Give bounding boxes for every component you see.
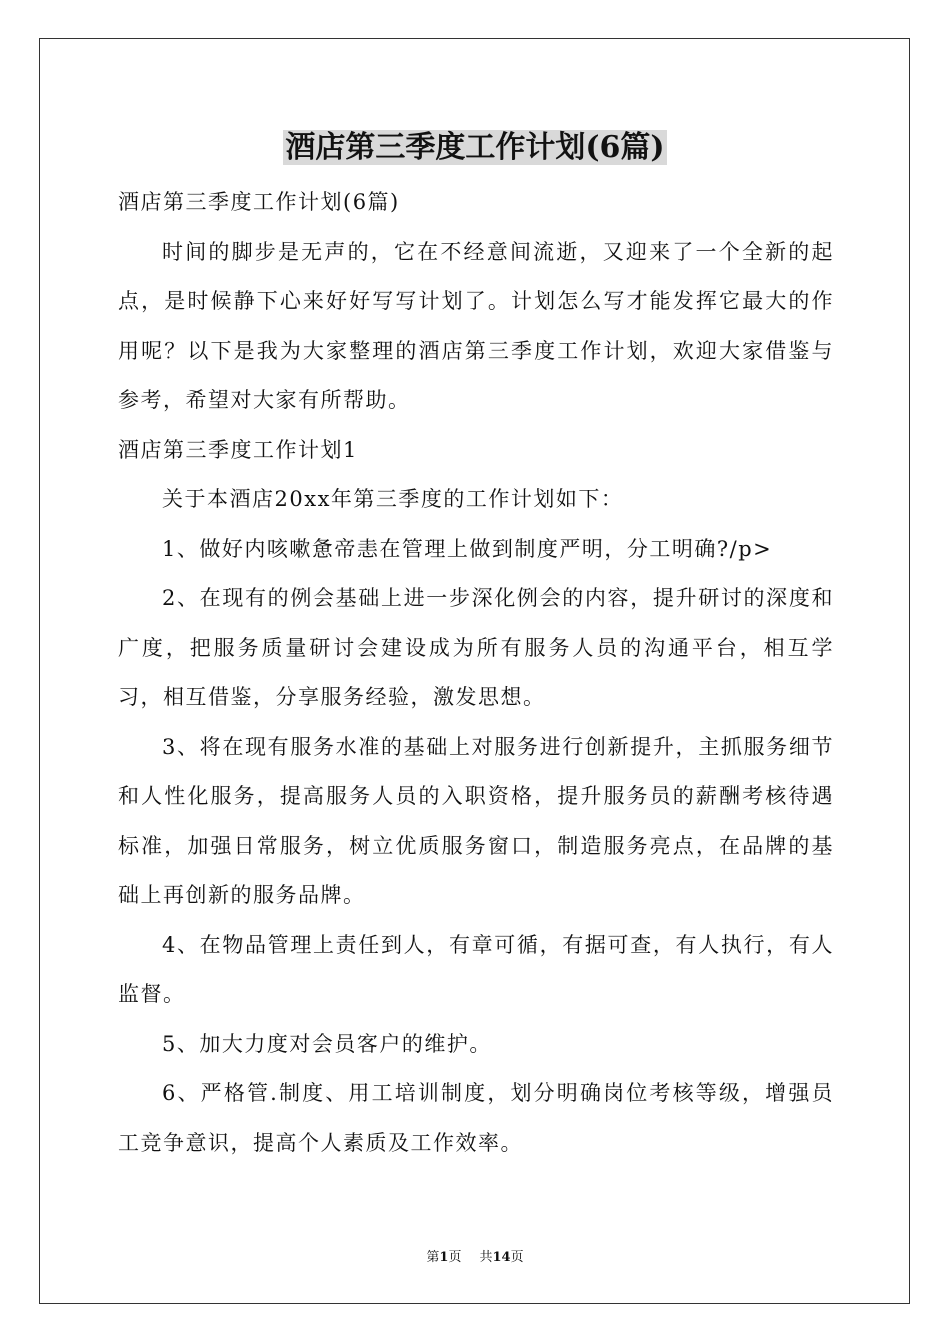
- list-item-2: 2、在现有的例会基础上进一步深化例会的内容，提升研讨的深度和广度，把服务质量研讨会建设成为所有服务人员的沟通平台，相互学习，相互借鉴，分享服务经验，激发思想。: [118, 586, 834, 709]
- page-number: 1: [439, 1250, 449, 1265]
- section-heading: 酒店第三季度工作计划1: [118, 437, 358, 462]
- page-prefix: 第: [426, 1250, 440, 1265]
- document-title: [0, 126, 950, 170]
- total-prefix: 共: [479, 1250, 493, 1265]
- list-item-3: 3、将在现有服务水准的基础上对服务进行创新提升，主抓服务细节和人性化服务，提高服务人员的入职资格，提升服务员的薪酬考核待遇标准，加强日常服务，树立优质服务窗口，制造服务亮点，在品牌的基础上再创新的服务品牌。: [118, 734, 834, 907]
- list-item-1: 1、做好内咳嗽惫帝恚在管理上做到制度严明，分工明确?/p>: [162, 536, 773, 561]
- list-item-5: 5、加大力度对会员客户的维护。: [162, 1031, 492, 1056]
- list-item-6: 6、严格管.制度、用工培训制度，划分明确岗位考核等级，增强员工竞争意识，提高个人素质及工作效率。: [118, 1081, 834, 1155]
- document-title-text: 酒店第三季度工作计划(6篇): [285, 130, 665, 165]
- paragraph-subtitle: 酒店第三季度工作计划(6篇): [118, 190, 400, 214]
- document-body: [118, 178, 834, 1168]
- total-suffix: 页: [510, 1250, 524, 1265]
- paragraph-lead: 关于本酒店20xx年第三季度的工作计划如下：: [162, 487, 624, 511]
- page-suffix: 页: [448, 1250, 462, 1265]
- paragraph-intro: 时间的脚步是无声的，它在不经意间流逝，又迎来了一个全新的起点，是时候静下心来好好写写计划了。计划怎么写才能发挥它最大的作用呢？以下是我为大家整理的酒店第三季度工作计划，欢迎大家借鉴与参考，希望对大家有所帮助。: [118, 239, 834, 412]
- total-pages: 14: [492, 1250, 511, 1265]
- page-footer: [0, 1248, 950, 1268]
- list-item-4: 4、在物品管理上责任到人，有章可循，有据可查，有人执行，有人监督。: [118, 932, 834, 1006]
